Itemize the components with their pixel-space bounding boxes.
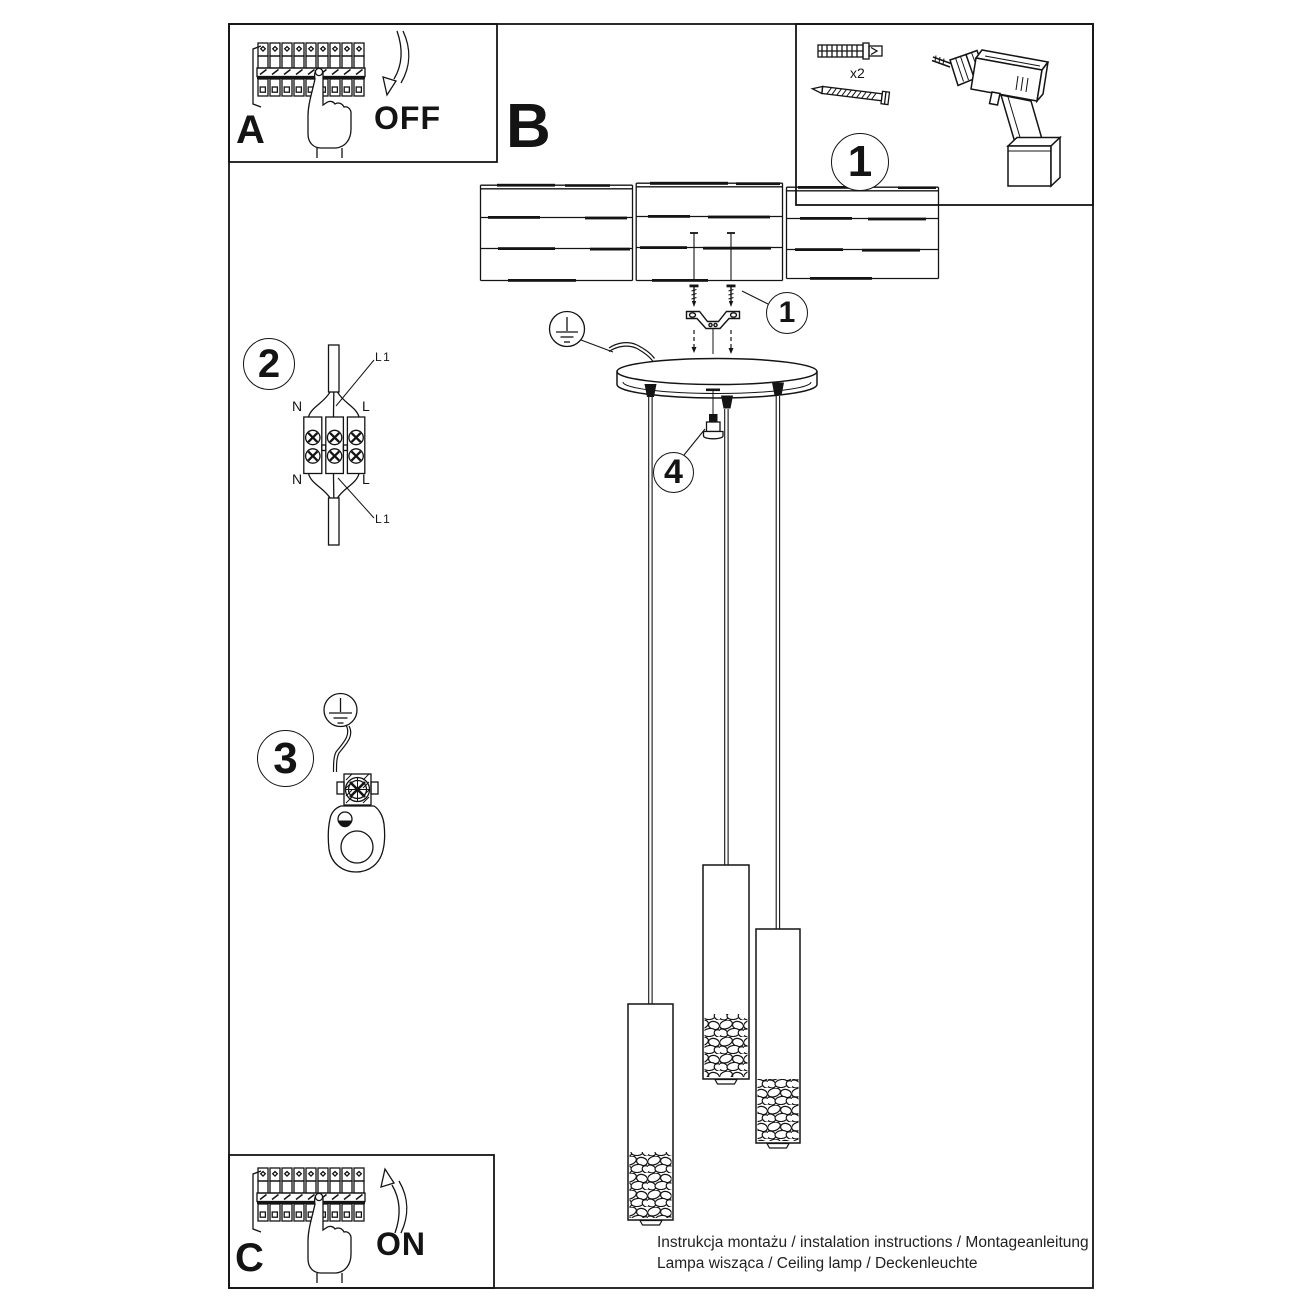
callout-1-leader xyxy=(742,291,768,304)
wall-plug-art xyxy=(818,43,882,59)
footer-text xyxy=(657,1232,1089,1274)
section-b-label: B xyxy=(506,92,551,161)
kit-step-number: 1 xyxy=(831,133,889,191)
terminal-block-art xyxy=(304,345,374,545)
cable-gland-middle xyxy=(721,396,733,409)
ground-terminal-art xyxy=(324,694,385,873)
lamp-3-art xyxy=(756,929,800,1148)
footer-line-2: Lampa wisząca / Ceiling lamp / Deckenleuchte xyxy=(657,1255,978,1272)
cable-gland-right xyxy=(772,383,784,396)
wire-label-l1-bottom: L1 xyxy=(375,512,392,526)
wire-label-l-top: L xyxy=(362,398,370,414)
panel-a-art xyxy=(253,31,409,158)
mounting-screws-art xyxy=(690,233,736,354)
kit-quantity-label: x2 xyxy=(850,65,865,81)
lamp-2-art xyxy=(703,865,749,1084)
mounting-bracket-art xyxy=(687,312,740,329)
ceiling-boards-art xyxy=(481,182,939,282)
step-number-2: 2 xyxy=(243,338,295,390)
step-number-4: 4 xyxy=(653,452,694,493)
panel-a-label: A xyxy=(236,108,265,152)
wire-label-l1-top: L1 xyxy=(375,350,392,364)
wire-label-l-bottom: L xyxy=(362,471,370,487)
wire-label-n-bottom: N xyxy=(292,471,303,487)
footer-line-1: Instrukcja montażu / instalation instructions / Montageanleitung xyxy=(657,1234,1089,1251)
panel-c-on-text: ON xyxy=(376,1226,426,1262)
bracket-ring-art xyxy=(328,806,384,872)
mounting-screw-kit-art xyxy=(812,83,890,105)
panel-a-box xyxy=(229,24,497,162)
panel-a-off-text: OFF xyxy=(374,100,441,136)
wire-label-n-top: N xyxy=(292,398,303,414)
lamp-1-art xyxy=(628,1004,673,1225)
step-number-3: 3 xyxy=(257,730,314,787)
callout-4-leader xyxy=(684,429,705,455)
step-number-1: 1 xyxy=(766,292,808,334)
drill-icon xyxy=(932,50,1060,186)
off-arrow-icon xyxy=(401,31,409,83)
canopy-art xyxy=(617,359,817,409)
panel-c-label: C xyxy=(235,1236,264,1280)
ground-symbol-icon-2 xyxy=(324,694,357,727)
ground-leader xyxy=(581,340,613,352)
earth-wire-art xyxy=(609,343,655,362)
ground-symbol-icon xyxy=(550,312,585,347)
